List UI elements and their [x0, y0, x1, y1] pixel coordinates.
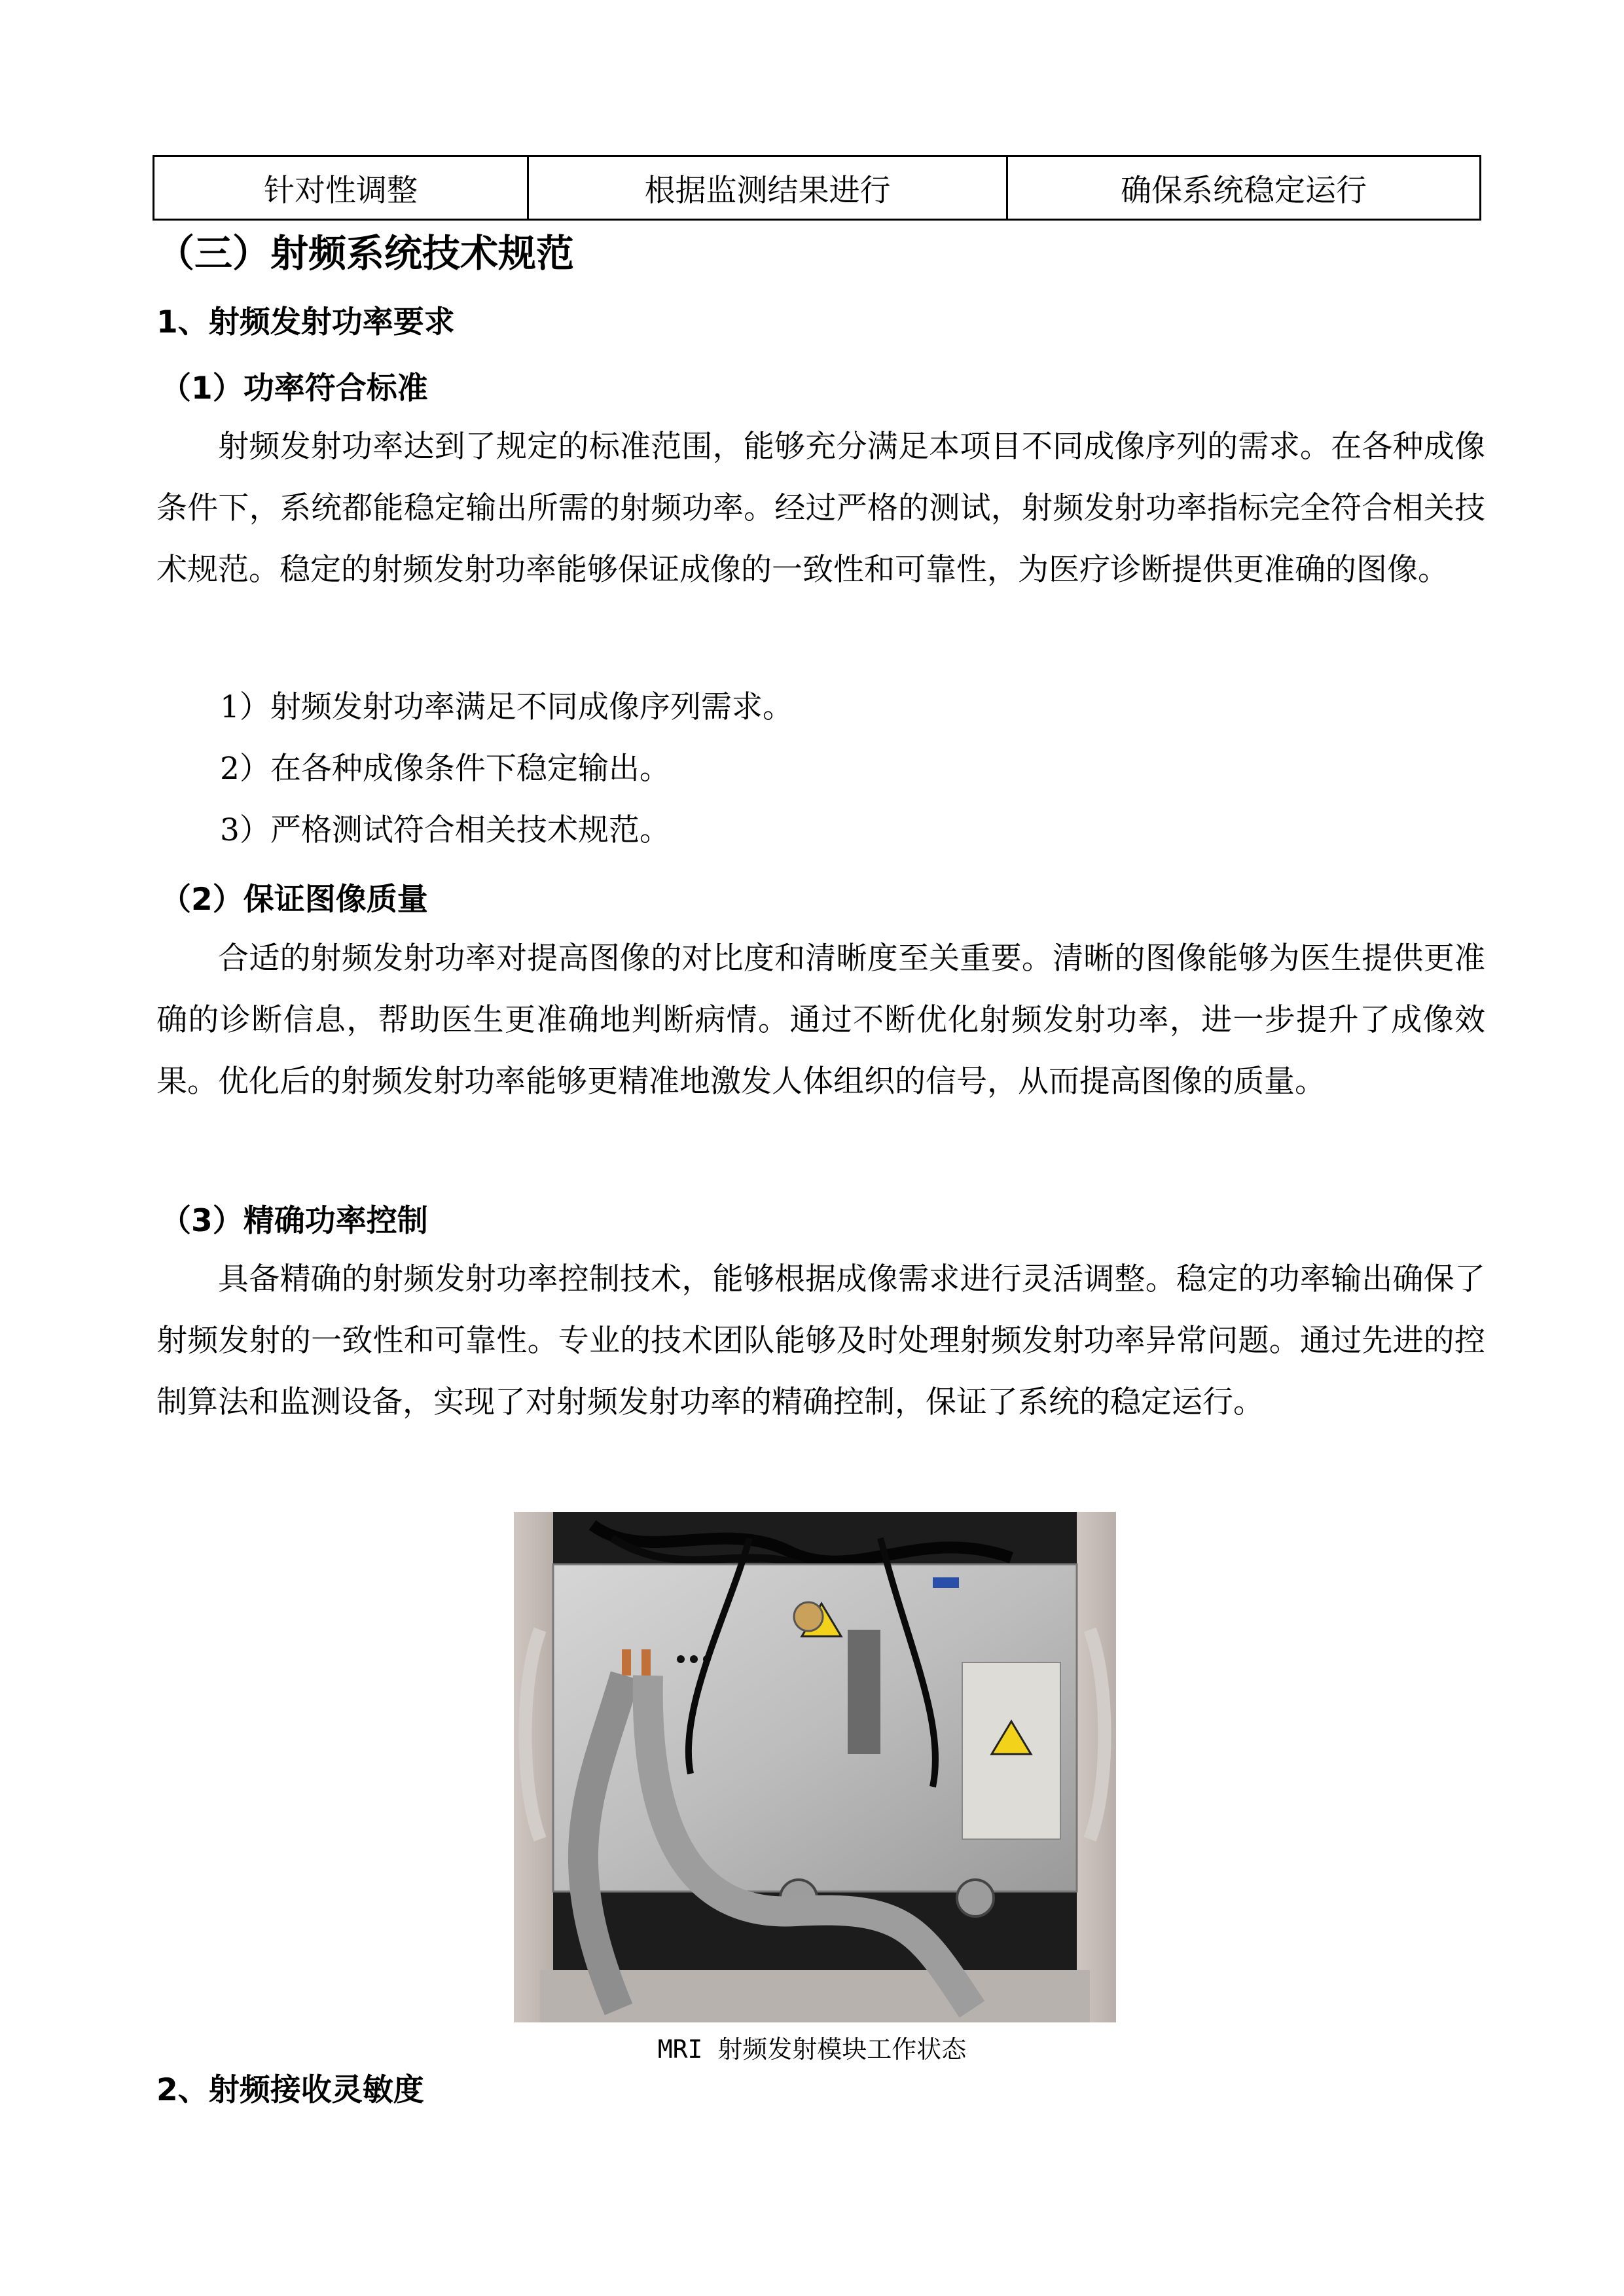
- rf-module-photo: [514, 1512, 1116, 2022]
- table-cell-action: 针对性调整: [154, 157, 529, 219]
- heading-power-control: （3）精确功率控制: [160, 1203, 428, 1239]
- table-cell-method: 根据监测结果进行: [529, 157, 1008, 219]
- paragraph-image-quality: 合适的射频发射功率对提高图像的对比度和清晰度至关重要。清晰的图像能够为医生提供更准确的诊断信息，帮助医生更准确地判断病情。通过不断优化射频发射功率，进一步提升了成像效果。优化后的射频发射功率能够更精准地激发人体组织的信号，从而提高图像的质量。: [156, 941, 1485, 1100]
- list-item-1: 1）射频发射功率满足不同成像序列需求。: [220, 689, 793, 725]
- subsection-title-2: 2、射频接收灵敏度: [156, 2072, 424, 2108]
- rf-module-illustration: [514, 1512, 1116, 2022]
- list-item-3: 3）严格测试符合相关技术规范。: [220, 812, 670, 848]
- section-title: （三）射频系统技术规范: [156, 231, 575, 276]
- subsection-title-1: 1、射频发射功率要求: [156, 304, 455, 340]
- heading-power-standard: （1）功率符合标准: [160, 370, 428, 406]
- list-item-2: 2）在各种成像条件下稳定输出。: [220, 751, 670, 787]
- paragraph-power-standard: 射频发射功率达到了规定的标准范围，能够充分满足本项目不同成像序列的需求。在各种成像条件下，系统都能稳定输出所需的射频功率。经过严格的测试，射频发射功率指标完全符合相关技术规范。稳定的射频发射功率能够保证成像的一致性和可靠性，为医疗诊断提供更准确的图像。: [156, 429, 1485, 588]
- paragraph-power-control: 具备精确的射频发射功率控制技术，能够根据成像需求进行灵活调整。稳定的功率输出确保了射频发射的一致性和可靠性。专业的技术团队能够及时处理射频发射功率异常问题。通过先进的控制算法和监测设备，实现了对射频发射功率的精确控制，保证了系统的稳定运行。: [156, 1261, 1485, 1420]
- heading-image-quality: （2）保证图像质量: [160, 882, 428, 918]
- table-cell-goal: 确保系统稳定运行: [1121, 172, 1367, 209]
- figure-caption: MRI 射频发射模块工作状态: [657, 2035, 967, 2064]
- summary-table-row: [153, 155, 1481, 221]
